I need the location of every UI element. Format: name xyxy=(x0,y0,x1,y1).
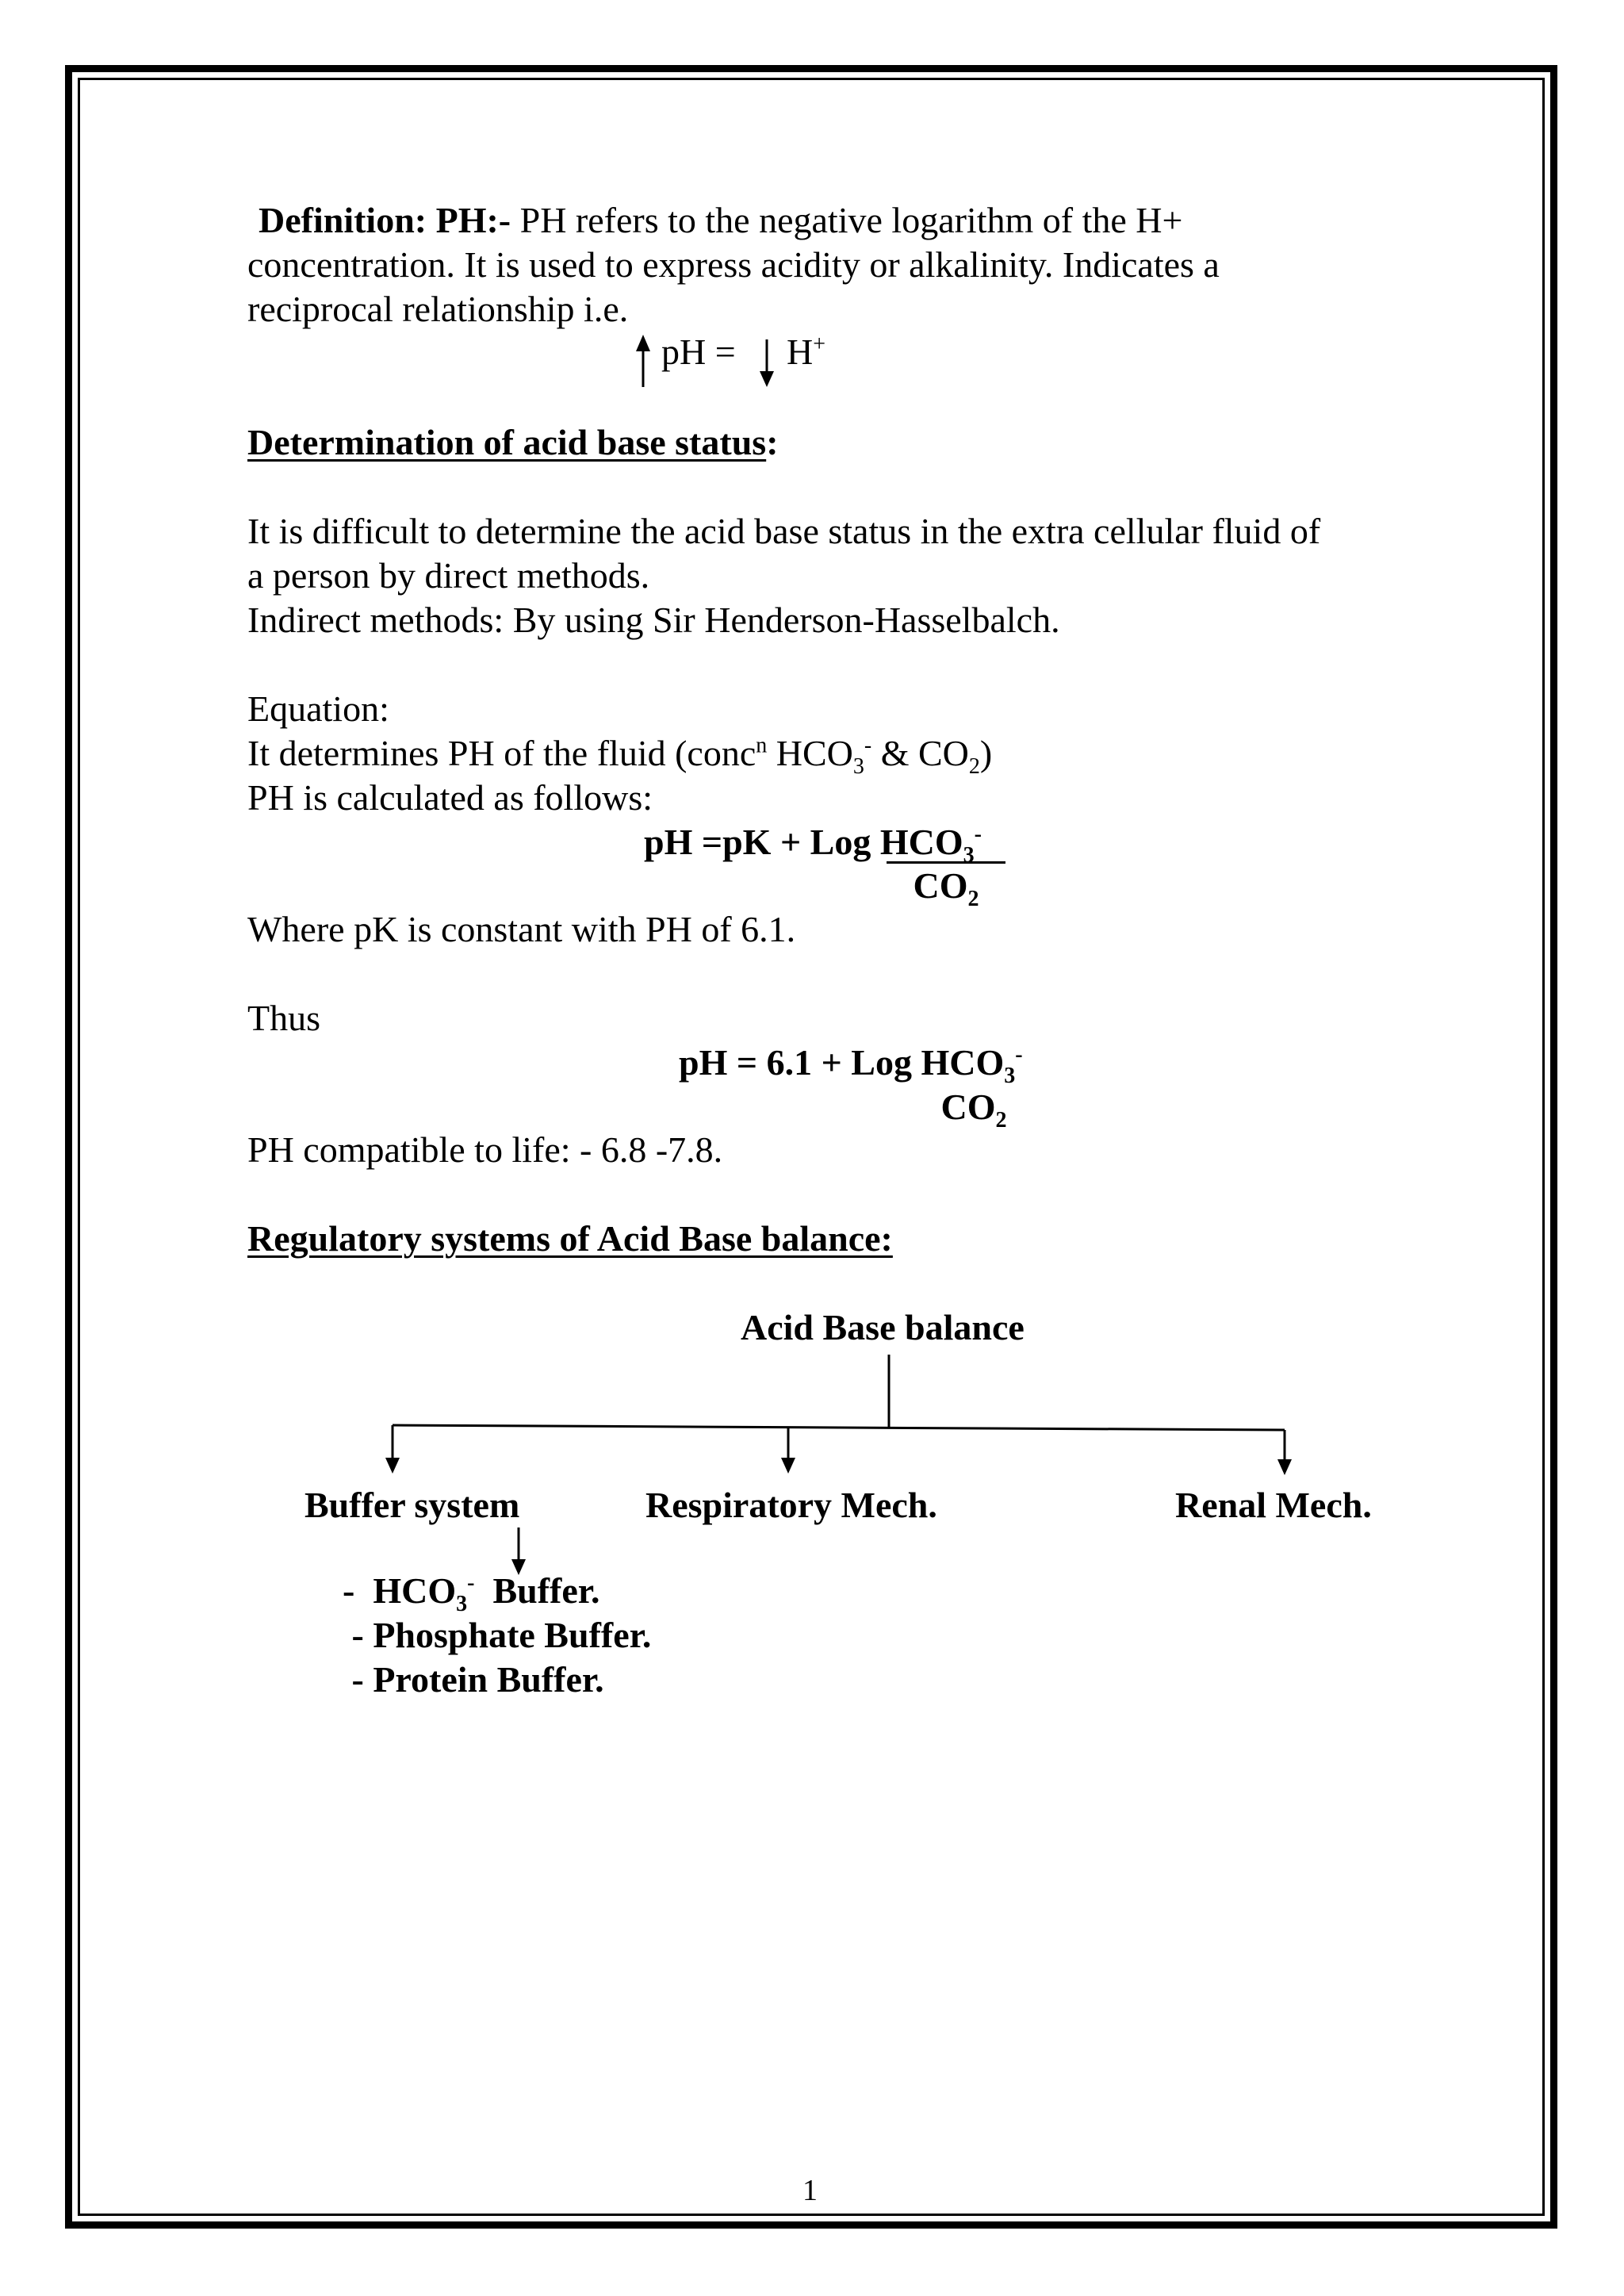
reciprocal-left: pH = xyxy=(661,332,736,372)
determination-para-line-3: Indirect methods: By using Sir Henderson-Hasselbalch. xyxy=(247,600,1060,640)
equation-line-a xyxy=(247,731,993,780)
definition-line-2: concentration. It is used to express acidity or alkalinity. Indicates a xyxy=(247,244,1220,285)
formula-2-num-text: HCO xyxy=(921,1042,1005,1083)
formula-2 xyxy=(679,1041,1023,1089)
tree-branch-buffer: Buffer system xyxy=(304,1485,520,1525)
equation-line-a-hco: HCO xyxy=(767,733,853,773)
down-arrow-icon xyxy=(760,339,774,387)
formula-1-num-text: HCO xyxy=(879,822,963,862)
equation-line-a-sup: n xyxy=(756,733,768,758)
equation-line-a-and: & CO xyxy=(871,733,969,773)
definition-line-3: reciprocal relationship i.e. xyxy=(247,289,629,329)
formula-1-lhs: pH =pK + Log xyxy=(644,822,880,862)
formula-2-den-text: CO xyxy=(940,1087,996,1127)
buffer-item-phosphate: - Phosphate Buffer. xyxy=(343,1615,652,1655)
formula-1-num-sub: 3 xyxy=(963,843,975,868)
tree-branch-renal: Renal Mech. xyxy=(1175,1485,1372,1525)
equation-label: Equation: xyxy=(247,688,389,729)
determination-para-line-2: a person by direct methods. xyxy=(247,555,650,596)
determination-heading-line xyxy=(247,420,779,465)
formula-2-den-sub: 2 xyxy=(995,1108,1007,1133)
reciprocal-right-h: H xyxy=(787,332,814,372)
equation-line-a-minus: - xyxy=(864,733,872,758)
formula-2-numerator xyxy=(921,1042,1023,1089)
regulatory-heading: Regulatory systems of Acid Base balance: xyxy=(247,1218,893,1259)
tree-connectors xyxy=(393,1355,1285,1561)
determination-heading-punct: : xyxy=(766,422,779,462)
buffer-item-hco3-suffix: Buffer. xyxy=(474,1570,600,1611)
up-arrow-icon xyxy=(636,335,650,387)
tree-root-label: Acid Base balance xyxy=(741,1307,1025,1347)
equation-thus: Thus xyxy=(247,998,320,1038)
equation-line-a-sub3: 3 xyxy=(852,754,864,780)
buffer-item-protein: - Protein Buffer. xyxy=(343,1659,604,1700)
reciprocal-right-sup: + xyxy=(813,332,826,357)
formula-1-numerator xyxy=(879,822,982,868)
equation-line-a-close: ) xyxy=(979,733,993,773)
equation-line-b: PH is calculated as follows: xyxy=(247,777,653,818)
determination-para-line-1: It is difficult to determine the acid base status in the extra cellular fluid of xyxy=(247,511,1321,551)
formula-2-num-sup: - xyxy=(1015,1042,1023,1068)
formula-2-num-sub: 3 xyxy=(1004,1064,1016,1089)
formula-1 xyxy=(644,820,982,868)
equation-line-a-text: It determines PH of the fluid (conc xyxy=(247,733,756,773)
formula-1-num-sup: - xyxy=(974,822,982,847)
formula-2-denominator xyxy=(926,1085,1021,1133)
determination-heading: Determination of acid base status xyxy=(247,422,767,462)
reciprocal-right xyxy=(787,330,825,374)
equation-compatible: PH compatible to life: - 6.8 -7.8. xyxy=(247,1129,723,1170)
buffer-item-hco3-sub: 3 xyxy=(456,1592,468,1617)
equation-where: Where pK is constant with PH of 6.1. xyxy=(247,909,796,949)
buffer-item-hco3 xyxy=(343,1569,600,1617)
tree-branch-respiratory: Respiratory Mech. xyxy=(645,1485,937,1525)
formula-1-den-sub: 2 xyxy=(967,887,979,912)
buffer-item-hco3-prefix: - HCO xyxy=(343,1570,457,1611)
buffer-item-hco3-sup: - xyxy=(467,1570,475,1596)
formula-2-lhs: pH = 6.1 + Log xyxy=(679,1042,921,1083)
definition-heading: Definition: PH:- xyxy=(259,200,511,240)
formula-1-den-text: CO xyxy=(913,865,968,906)
definition-text: PH refers to the negative logarithm of the H+ xyxy=(511,200,1183,240)
equation-line-a-sub2: 2 xyxy=(968,754,980,780)
formula-1-denominator xyxy=(887,861,1005,912)
page-number: 1 xyxy=(802,2174,818,2207)
